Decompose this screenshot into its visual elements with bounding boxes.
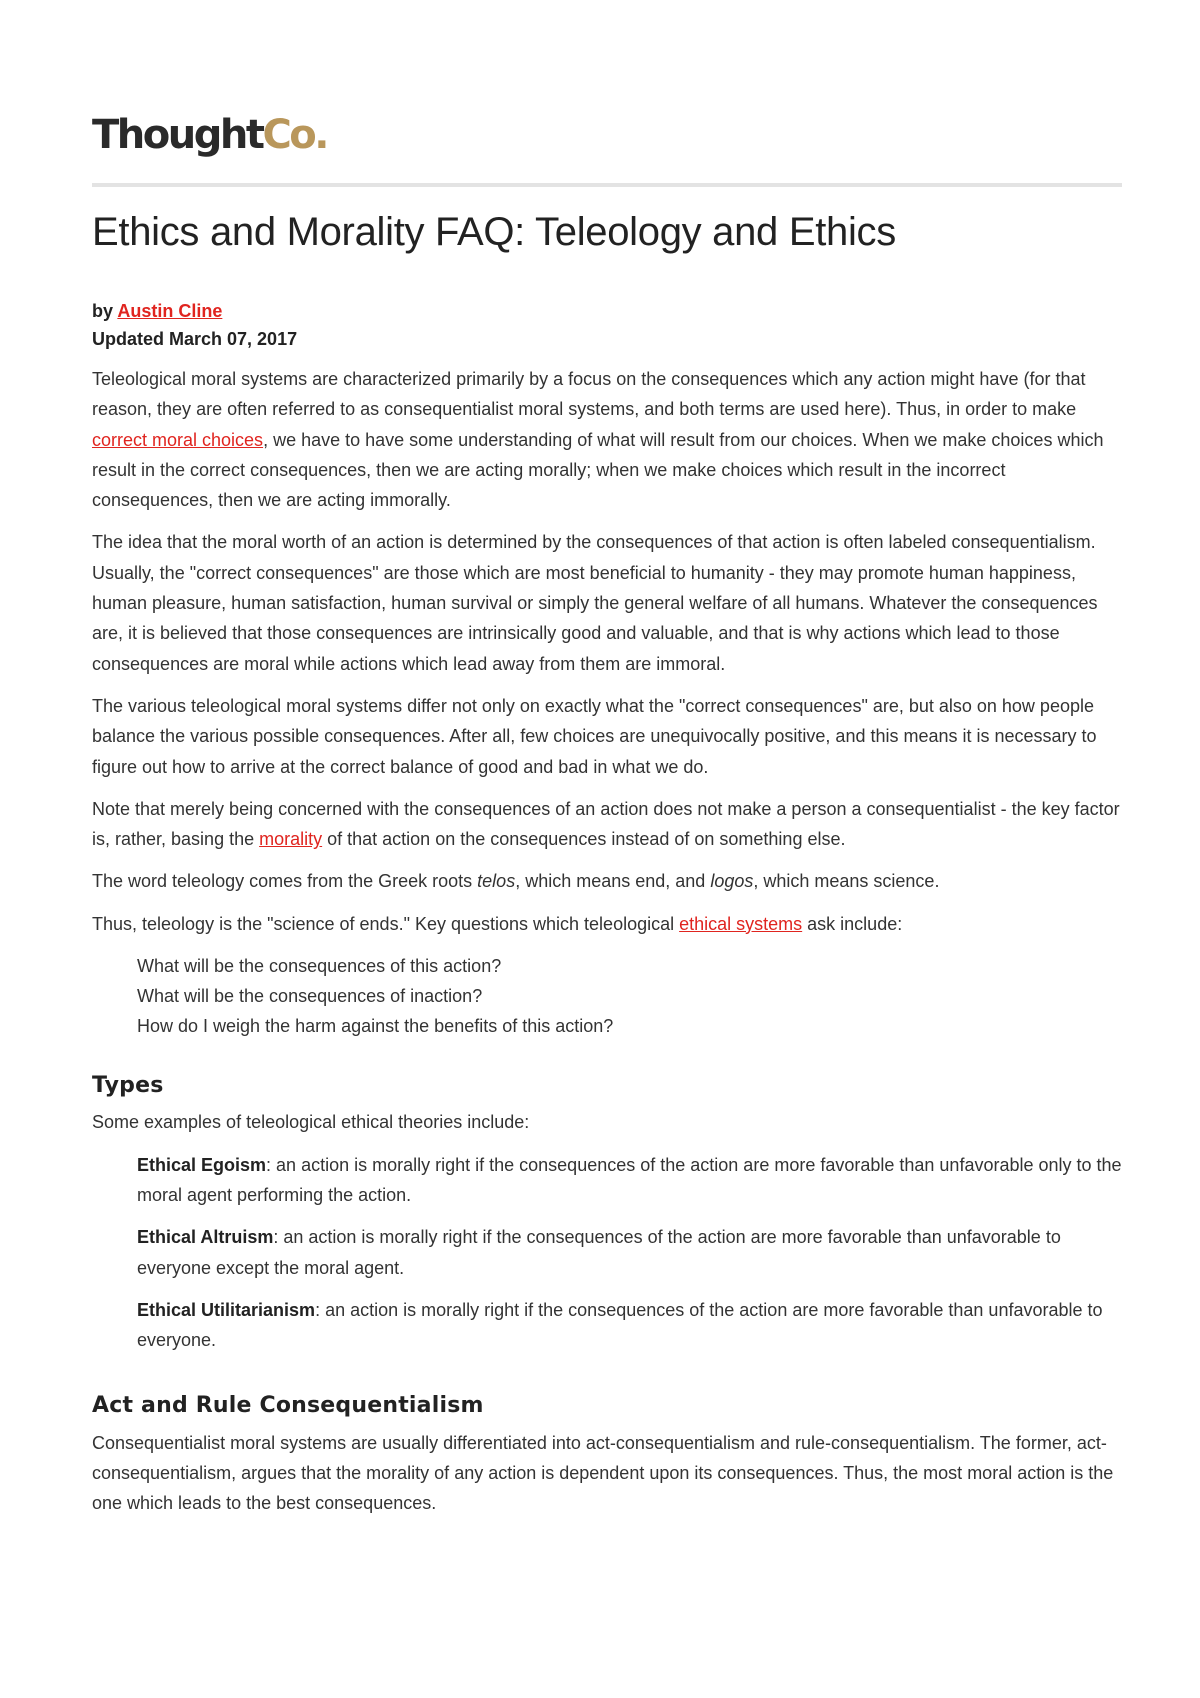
paragraph — [92, 364, 1122, 515]
text: of that action on the consequences instead of on something else. — [322, 829, 846, 850]
text: Teleological moral systems are characterized primarily by a focus on the consequences which any action might have (for that reason, they are often referred to as consequentialist moral systems, and both terms are used here). Thus, in order to make — [92, 369, 1086, 420]
morality-link[interactable]: morality — [259, 829, 323, 850]
article-body — [92, 364, 1122, 1531]
act-rule-heading: Act and Rule Consequentialism — [92, 1393, 484, 1419]
types-list — [137, 1150, 1122, 1356]
term-desc: : an action is morally right if the consequences of the action are more favorable than unfavorable only to the moral agent performing the action. — [137, 1154, 1122, 1205]
text: Note that merely being concerned with the consequences of an action does not make a person a consequentialist - the key factor is, rather, basing the — [92, 798, 1120, 850]
author-link[interactable]: Austin Cline — [117, 301, 223, 321]
header-divider — [92, 183, 1122, 187]
telos-term: telos — [477, 871, 516, 892]
author-line — [92, 297, 297, 325]
updated-date: Updated March 07, 2017 — [92, 329, 298, 349]
by-prefix: by — [92, 301, 118, 321]
paragraph — [92, 794, 1122, 855]
list-item: What will be the consequences of this action? — [137, 956, 502, 977]
logo-co: Co — [262, 112, 315, 158]
text: , we have to have some understanding of what will result from our choices. When we make choices which result in the correct consequences, then we are acting morally; when we make choices which result in the incorrect consequences, then we are acting immorally. — [92, 429, 1104, 511]
paragraph — [92, 866, 1122, 896]
logo-dot: . — [314, 112, 327, 158]
types-heading: Types — [92, 1073, 164, 1099]
text: , which means science. — [753, 871, 940, 892]
byline — [92, 297, 297, 353]
questions-list — [137, 951, 1122, 1041]
term: Ethical Altruism — [137, 1227, 274, 1248]
text: ask include: — [802, 913, 903, 934]
list-item — [137, 1295, 1122, 1356]
logos-term: logos — [710, 871, 754, 892]
paragraph: The idea that the moral worth of an action is determined by the consequences of that action is often labeled consequentialism. Usually, the "correct consequences" are those which are most beneficial to humanity - they may promote human happiness, human pleasure, human satisfaction, human survival or simply the general welfare of all humans. Whatever the consequences are, it is believed that those consequences are intrinsically good and valuable, and that is why actions which lead to those consequences are moral while actions which lead away from them are immoral. — [92, 532, 1098, 674]
types-intro: Some examples of teleological ethical theories include: — [92, 1112, 530, 1133]
term: Ethical Egoism — [137, 1154, 267, 1175]
paragraph: Consequentialist moral systems are usually differentiated into act-consequentialism and rule-consequentialism. The former, act-consequentialism, argues that the morality of any action is dependent upon its consequences. Thus, the most moral action is the one which leads to the best consequences. — [92, 1432, 1114, 1514]
list-item — [137, 1150, 1122, 1211]
term-desc: : an action is morally right if the consequences of the action are more favorable than unfavorable to everyone. — [137, 1299, 1103, 1351]
paragraph — [92, 909, 1122, 939]
list-item: How do I weigh the harm against the benefits of this action? — [137, 1016, 614, 1037]
article-title: Ethics and Morality FAQ: Teleology and Ethics — [92, 210, 896, 254]
paragraph: The various teleological moral systems differ not only on exactly what the "correct consequences" are, but also on how people balance the various possible consequences. After all, few choices are unequivocally positive, and this means it is necessary to figure out how to arrive at the correct balance of good and bad in what we do. — [92, 695, 1097, 777]
text: , which means end, and — [515, 871, 711, 892]
logo-thought: Thought — [92, 112, 263, 158]
ethical-systems-link[interactable]: ethical systems — [679, 913, 803, 934]
list-item — [137, 1222, 1122, 1283]
text: The word teleology comes from the Greek roots — [92, 871, 478, 892]
list-item: What will be the consequences of inaction? — [137, 986, 483, 1007]
correct-moral-choices-link[interactable]: correct moral choices — [92, 429, 264, 450]
text: Thus, teleology is the "science of ends." Key questions which teleological — [92, 913, 680, 934]
term-desc: : an action is morally right if the consequences of the action are more favorable than unfavorable to everyone except the moral agent. — [137, 1227, 1061, 1278]
term: Ethical Utilitarianism — [137, 1299, 316, 1320]
thoughtco-logo[interactable] — [92, 112, 327, 162]
